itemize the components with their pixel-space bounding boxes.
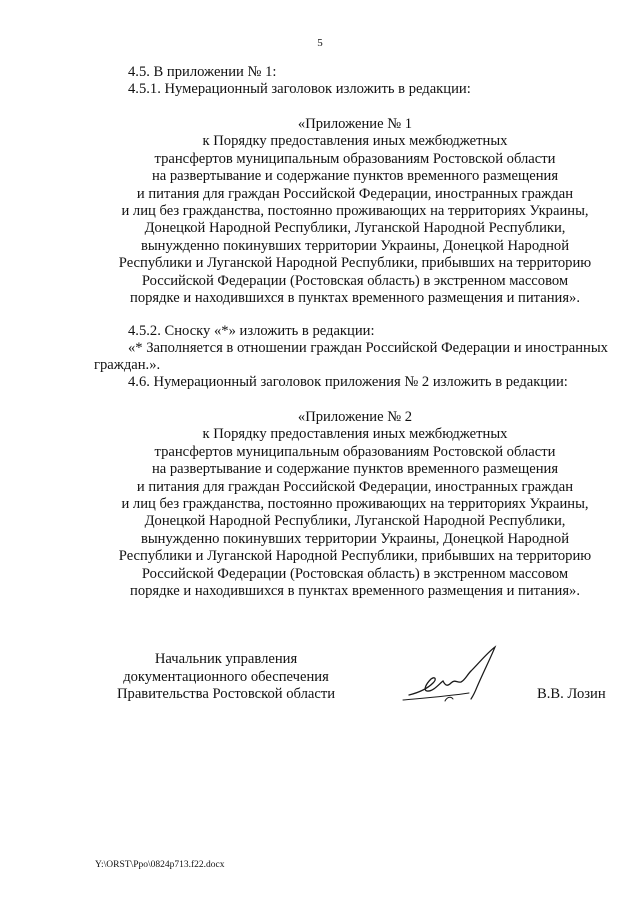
appendix-2-line: Донецкой Народной Республики, Луганской Народной Республики, (144, 513, 566, 530)
appendix-1-line: Донецкой Народной Республики, Луганской Народной Республики, (144, 220, 566, 237)
paragraph-4-5-2: 4.5.2. Сноску «*» изложить в редакции: (128, 323, 375, 339)
page-number: 5 (317, 37, 323, 49)
appendix-1-line: на развертывание и содержание пунктов временного размещения (151, 168, 559, 185)
appendix-1-line: порядке и находившихся в пунктах временного размещения и питания». (130, 290, 580, 307)
appendix-1-line: и лиц без гражданства, постоянно проживающих на территориях Украины, (121, 203, 589, 220)
appendix-2-line: «Приложение № 2 (297, 409, 413, 425)
appendix-1-heading-block (0, 116, 640, 307)
appendix-2-line: Республики и Луганской Народной Республики, прибывших на территорию (118, 548, 592, 565)
appendix-2-line: порядке и находившихся в пунктах временного размещения и питания». (130, 583, 580, 600)
file-path-footer: Y:\ORST\Ppo\0824p713.f22.docx (95, 860, 225, 870)
appendix-2-line: Российской Федерации (Ростовская область) в экстренном массовом (141, 565, 569, 582)
appendix-2-line: и лиц без гражданства, постоянно проживающих на территориях Украины, (121, 496, 589, 513)
handwritten-signature (395, 643, 510, 705)
signatory-name: В.В. Лозин (537, 686, 606, 702)
appendix-2-line: на развертывание и содержание пунктов временного размещения (151, 461, 559, 478)
appendix-1-line: вынужденно покинувших территории Украины, Донецкой Народной (140, 237, 570, 254)
signatory-title-line: Правительства Ростовской области (116, 686, 336, 703)
appendix-2-line: трансфертов муниципальным образованиям Ростовской области (154, 443, 556, 460)
signatory-title-line: документационного обеспечения (123, 668, 329, 685)
appendix-2-line: к Порядку предоставления иных межбюджетных (202, 426, 508, 443)
paragraph-4-6: 4.6. Нумерационный заголовок приложения № 2 изложить в редакции: (128, 374, 568, 390)
appendix-2-line: вынужденно покинувших территории Украины, Донецкой Народной (140, 530, 570, 547)
footnote-text-line-2: граждан.». (94, 357, 161, 373)
appendix-1-line: трансфертов муниципальным образованиям Ростовской области (154, 150, 556, 167)
footnote-text-line-1: «* Заполняется в отношении граждан Российской Федерации и иностранных (128, 340, 608, 356)
appendix-1-line: «Приложение № 1 (297, 116, 413, 132)
signatory-title (96, 651, 356, 704)
appendix-2-heading-block (0, 409, 640, 600)
appendix-1-line: Республики и Луганской Народной Республики, прибывших на территорию (118, 255, 592, 272)
appendix-1-line: и питания для граждан Российской Федерации, иностранных граждан (136, 185, 574, 202)
appendix-1-line: Российской Федерации (Ростовская область) в экстренном массовом (141, 272, 569, 289)
signatory-title-line: Начальник управления (154, 651, 298, 667)
paragraph-4-5: 4.5. В приложении № 1: (128, 64, 277, 80)
paragraph-4-5-1: 4.5.1. Нумерационный заголовок изложить в редакции: (128, 81, 471, 97)
appendix-1-line: к Порядку предоставления иных межбюджетных (202, 133, 508, 150)
appendix-2-line: и питания для граждан Российской Федерации, иностранных граждан (136, 478, 574, 495)
